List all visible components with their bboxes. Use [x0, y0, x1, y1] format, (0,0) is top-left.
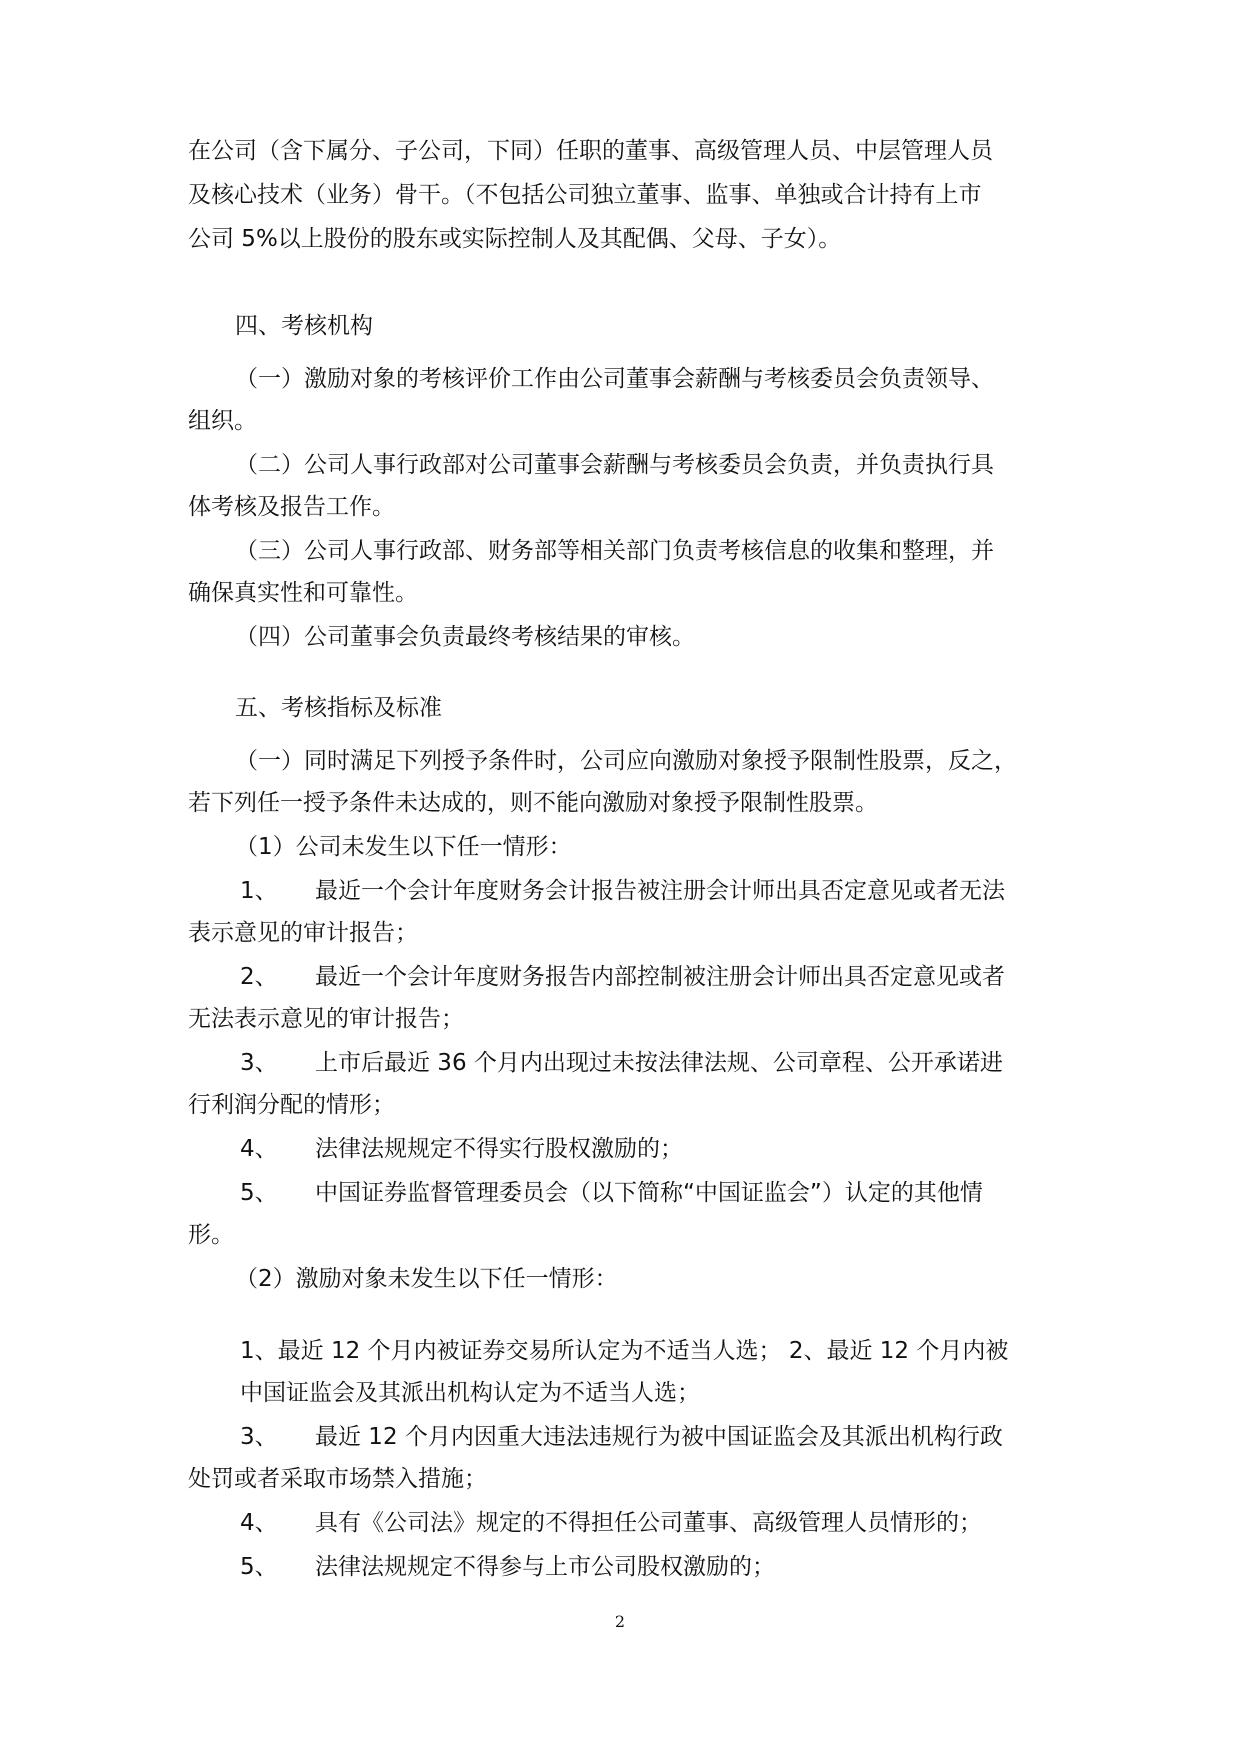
section4-item1-line: （一）激励对象的考核评价工作由公司董事会薪酬与考核委员会负责领导、: [235, 366, 994, 392]
section4-heading: 四、考核机构: [235, 313, 373, 339]
list-item-line: 法律法规规定不得参与上市公司股权激励的；: [315, 1554, 775, 1580]
list-item-number: 2、: [240, 964, 278, 990]
section5-item1-line: （一）同时满足下列授予条件时，公司应向激励对象授予限制性股票，反之，: [235, 748, 1017, 774]
intro-line: 在公司（含下属分、子公司，下同）任职的董事、高级管理人员、中层管理人员: [188, 138, 993, 164]
person-combined-line: 中国证监会及其派出机构认定为不适当人选；: [240, 1380, 700, 1406]
list-item-line: 法律法规规定不得实行股权激励的；: [315, 1136, 683, 1162]
list-item-line: 表示意见的审计报告；: [188, 920, 418, 946]
person-conditions-title: （2）激励对象未发生以下任一情形：: [235, 1266, 618, 1292]
list-item-number: 3、: [240, 1050, 278, 1076]
list-item-line: 最近一个会计年度财务报告内部控制被注册会计师出具否定意见或者: [315, 964, 1005, 990]
list-item-line: 无法表示意见的审计报告；: [188, 1006, 464, 1032]
list-item-line: 行利润分配的情形；: [188, 1092, 395, 1118]
section4-item2-line: （二）公司人事行政部对公司董事会薪酬与考核委员会负责，并负责执行具: [235, 452, 994, 478]
list-item-line: 形。: [188, 1222, 234, 1248]
list-item-line: 最近 12 个月内因重大违法违规行为被中国证监会及其派出机构行政: [315, 1424, 1003, 1450]
list-item-number: 3、: [240, 1424, 278, 1450]
company-conditions-title: （1）公司未发生以下任一情形：: [235, 834, 572, 860]
list-item-line: 具有《公司法》规定的不得担任公司董事、高级管理人员情形的；: [315, 1510, 982, 1536]
section5-heading: 五、考核指标及标准: [235, 695, 442, 721]
intro-line: 及核心技术（业务）骨干。（不包括公司独立董事、监事、单独或合计持有上市: [188, 182, 982, 208]
list-item-number: 4、: [240, 1510, 278, 1536]
section4-item1-line: 组织。: [188, 408, 257, 434]
page-number: 2: [614, 1612, 626, 1631]
list-item-line: 处罚或者采取市场禁入措施；: [188, 1466, 487, 1492]
list-item-number: 5、: [240, 1180, 278, 1206]
section4-item4: （四）公司董事会负责最终考核结果的审核。: [235, 624, 695, 650]
list-item-line: 中国证券监督管理委员会（以下简称“中国证监会”）认定的其他情: [315, 1180, 983, 1206]
section4-item2-line: 体考核及报告工作。: [188, 494, 395, 520]
list-item-number: 1、: [240, 878, 278, 904]
list-item-number: 4、: [240, 1136, 278, 1162]
list-item-number: 5、: [240, 1554, 278, 1580]
section5-item1-line: 若下列任一授予条件未达成的，则不能向激励对象授予限制性股票。: [188, 790, 878, 816]
section4-item3-line: 确保真实性和可靠性。: [188, 580, 418, 606]
section4-item3-line: （三）公司人事行政部、财务部等相关部门负责考核信息的收集和整理，并: [235, 538, 994, 564]
list-item-line: 上市后最近 36 个月内出现过未按法律法规、公司章程、公开承诺进: [315, 1050, 1003, 1076]
intro-line: 公司 5%以上股份的股东或实际控制人及其配偶、父母、子女）。: [188, 226, 842, 252]
person-combined-line: 1、最近 12 个月内被证券交易所认定为不适当人选； 2、最近 12 个月内被: [240, 1338, 1009, 1364]
list-item-line: 最近一个会计年度财务会计报告被注册会计师出具否定意见或者无法: [315, 878, 1005, 904]
